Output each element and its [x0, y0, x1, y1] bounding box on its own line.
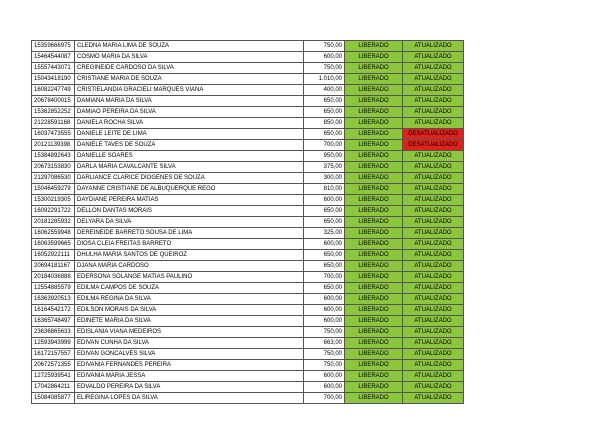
id-cell[interactable]: 16037473555 — [32, 129, 75, 140]
name-cell[interactable]: DHULHA MARIA SANTOS DE QUEIROZ — [75, 250, 304, 261]
name-cell[interactable]: EDILMA REGINA DA SILVA — [75, 294, 304, 305]
status-cell[interactable]: LIBERADO — [345, 382, 403, 393]
value-cell[interactable]: 750,00 — [304, 63, 345, 74]
value-cell[interactable]: 375,00 — [304, 162, 345, 173]
status-cell[interactable]: LIBERADO — [345, 140, 403, 151]
name-cell[interactable]: EDINETE MARIA DA SILVA — [75, 316, 304, 327]
id-cell[interactable]: 12554885579 — [32, 283, 75, 294]
id-cell[interactable]: 21228591168 — [32, 118, 75, 129]
value-cell[interactable]: 650,00 — [304, 283, 345, 294]
name-cell[interactable]: CREGINEIDE CARDOSO DA SILVA — [75, 63, 304, 74]
name-cell[interactable]: EDILSON MORAIS DA SILVA — [75, 305, 304, 316]
name-cell[interactable]: DELLON DANTAS MORAIS — [75, 206, 304, 217]
update-status-cell[interactable]: ATUALIZADO — [403, 184, 464, 195]
name-cell[interactable]: EDIVAN GONCALVES SILVA — [75, 349, 304, 360]
status-cell[interactable]: LIBERADO — [345, 294, 403, 305]
value-cell[interactable]: 325,00 — [304, 228, 345, 239]
id-cell[interactable]: 23636865633 — [32, 327, 75, 338]
id-cell[interactable]: 20673153830 — [32, 162, 75, 173]
update-status-cell[interactable]: ATUALIZADO — [403, 74, 464, 85]
id-cell[interactable]: 20678400015 — [32, 96, 75, 107]
value-cell[interactable]: 650,00 — [304, 96, 345, 107]
name-cell[interactable]: DARLA MARIA CAVALCANTE SILVA — [75, 162, 304, 173]
status-cell[interactable]: LIBERADO — [345, 272, 403, 283]
name-cell[interactable]: DANIELLE SOARES — [75, 151, 304, 162]
id-cell[interactable]: 15557443071 — [32, 63, 75, 74]
table-row — [32, 250, 464, 261]
update-status-cell[interactable]: ATUALIZADO — [403, 393, 464, 404]
name-cell[interactable]: DJANA MARIA CARDOSO — [75, 261, 304, 272]
value-cell[interactable]: 700,00 — [304, 140, 345, 151]
status-cell[interactable]: LIBERADO — [345, 41, 403, 52]
table-row — [32, 140, 464, 151]
id-cell[interactable]: 20184036888 — [32, 272, 75, 283]
name-cell[interactable]: EDVALDO PEREIRA DA SILVA — [75, 382, 304, 393]
value-cell[interactable]: 600,00 — [304, 52, 345, 63]
table-row — [32, 96, 464, 107]
update-status-cell[interactable]: ATUALIZADO — [403, 349, 464, 360]
id-cell[interactable]: 16365748497 — [32, 316, 75, 327]
value-cell[interactable]: 600,00 — [304, 382, 345, 393]
update-status-cell[interactable]: ATUALIZADO — [403, 217, 464, 228]
status-cell[interactable]: LIBERADO — [345, 107, 403, 118]
value-cell[interactable]: 810,00 — [304, 184, 345, 195]
value-cell[interactable]: 600,00 — [304, 305, 345, 316]
update-status-cell[interactable]: ATUALIZADO — [403, 360, 464, 371]
table-row — [32, 63, 464, 74]
update-status-cell[interactable]: ATUALIZADO — [403, 294, 464, 305]
table-row — [32, 195, 464, 206]
update-status-cell[interactable]: ATUALIZADO — [403, 338, 464, 349]
status-cell[interactable]: LIBERADO — [345, 63, 403, 74]
name-cell[interactable]: ELIREGINA LOPES DA SILVA — [75, 393, 304, 404]
status-cell[interactable]: LIBERADO — [345, 250, 403, 261]
id-cell[interactable]: 15043418190 — [32, 74, 75, 85]
update-status-cell[interactable]: ATUALIZADO — [403, 228, 464, 239]
status-cell[interactable]: LIBERADO — [345, 206, 403, 217]
id-cell[interactable]: 16092291722 — [32, 206, 75, 217]
name-cell[interactable]: EDIVAN CUNHA DA SILVA — [75, 338, 304, 349]
status-cell[interactable]: LIBERADO — [345, 371, 403, 382]
status-cell[interactable]: LIBERADO — [345, 393, 403, 404]
id-cell[interactable]: 20672571355 — [32, 360, 75, 371]
update-status-cell[interactable]: ATUALIZADO — [403, 63, 464, 74]
update-status-cell[interactable]: DESATUALIZADO — [403, 140, 464, 151]
table-row — [32, 217, 464, 228]
id-cell[interactable]: 20121139398 — [32, 140, 75, 151]
name-cell[interactable]: EDILMA CAMPOS DE SOUZA — [75, 283, 304, 294]
table-row — [32, 327, 464, 338]
id-cell[interactable]: 15359666975 — [32, 41, 75, 52]
update-status-cell[interactable]: ATUALIZADO — [403, 305, 464, 316]
value-cell[interactable]: 663,00 — [304, 338, 345, 349]
status-cell[interactable]: LIBERADO — [345, 349, 403, 360]
table-row — [32, 85, 464, 96]
table-row — [32, 272, 464, 283]
update-status-cell[interactable]: ATUALIZADO — [403, 371, 464, 382]
value-cell[interactable]: 650,00 — [304, 129, 345, 140]
table-row — [32, 129, 464, 140]
status-cell[interactable]: LIBERADO — [345, 52, 403, 63]
id-cell[interactable]: 20694181167 — [32, 261, 75, 272]
id-cell[interactable]: 17042864211 — [32, 382, 75, 393]
value-cell[interactable]: 600,00 — [304, 294, 345, 305]
status-cell[interactable]: LIBERADO — [345, 118, 403, 129]
update-status-cell[interactable]: ATUALIZADO — [403, 250, 464, 261]
name-cell[interactable]: DEREINEIDE BARRETO SOUSA DE LIMA — [75, 228, 304, 239]
id-cell[interactable]: 15046459279 — [32, 184, 75, 195]
update-status-cell[interactable]: ATUALIZADO — [403, 118, 464, 129]
name-cell[interactable]: DANIELE LEITE DE LIMA — [75, 129, 304, 140]
table-row — [32, 74, 464, 85]
value-cell[interactable]: 650,00 — [304, 217, 345, 228]
name-cell[interactable]: CRISTIELANDIA GRACIELI MARQUES VIANA — [75, 85, 304, 96]
name-cell[interactable]: DARLIANCE CLARICE DIOGENES DE SOUZA — [75, 173, 304, 184]
id-cell[interactable]: 12593943999 — [32, 338, 75, 349]
value-cell[interactable]: 850,00 — [304, 118, 345, 129]
status-cell[interactable]: LIBERADO — [345, 151, 403, 162]
value-cell[interactable]: 400,00 — [304, 85, 345, 96]
value-cell[interactable]: 700,00 — [304, 272, 345, 283]
update-status-cell[interactable]: ATUALIZADO — [403, 272, 464, 283]
table-body — [32, 41, 464, 404]
name-cell[interactable]: EDIVANIA MARIA JESSA — [75, 371, 304, 382]
status-cell[interactable]: LIBERADO — [345, 173, 403, 184]
name-cell[interactable]: COSMO MARIA DA SILVA — [75, 52, 304, 63]
value-cell[interactable]: 750,00 — [304, 327, 345, 338]
value-cell[interactable]: 950,00 — [304, 151, 345, 162]
name-cell[interactable]: EDIVANIA FERNANDES PEREIRA — [75, 360, 304, 371]
name-cell[interactable]: EDERSONA SOLANGE MATIAS PAULINO — [75, 272, 304, 283]
status-cell[interactable]: LIBERADO — [345, 96, 403, 107]
name-cell[interactable]: CRISTIANE MARIA DE SOUZA — [75, 74, 304, 85]
table-row — [32, 162, 464, 173]
status-cell[interactable]: LIBERADO — [345, 85, 403, 96]
table-row — [32, 52, 464, 63]
table-row — [32, 338, 464, 349]
status-cell[interactable]: LIBERADO — [345, 316, 403, 327]
value-cell[interactable]: 1.010,00 — [304, 74, 345, 85]
value-cell[interactable]: 750,00 — [304, 41, 345, 52]
update-status-cell[interactable]: ATUALIZADO — [403, 173, 464, 184]
table-row — [32, 294, 464, 305]
table-row — [32, 360, 464, 371]
update-status-cell[interactable]: ATUALIZADO — [403, 206, 464, 217]
table-row — [32, 349, 464, 360]
status-cell[interactable]: LIBERADO — [345, 162, 403, 173]
table-row — [32, 371, 464, 382]
status-cell[interactable]: LIBERADO — [345, 217, 403, 228]
update-status-cell[interactable]: ATUALIZADO — [403, 151, 464, 162]
id-cell[interactable]: 15464544087 — [32, 52, 75, 63]
value-cell[interactable]: 650,00 — [304, 261, 345, 272]
update-status-cell[interactable]: ATUALIZADO — [403, 41, 464, 52]
status-cell[interactable]: LIBERADO — [345, 261, 403, 272]
name-cell[interactable]: DELYARA DA SILVA — [75, 217, 304, 228]
status-cell[interactable]: LIBERADO — [345, 129, 403, 140]
value-cell[interactable]: 750,00 — [304, 349, 345, 360]
id-cell[interactable]: 16062559948 — [32, 228, 75, 239]
value-cell[interactable]: 600,00 — [304, 239, 345, 250]
table-row — [32, 173, 464, 184]
id-cell[interactable]: 15300219305 — [32, 195, 75, 206]
table-row — [32, 316, 464, 327]
name-cell[interactable]: DAYDIANE PEREIRA MATIAS — [75, 195, 304, 206]
value-cell[interactable]: 650,00 — [304, 250, 345, 261]
name-cell[interactable]: DANIELA ROCHA SILVA — [75, 118, 304, 129]
id-cell[interactable]: 16363920513 — [32, 294, 75, 305]
name-cell[interactable]: DAMIANA MARIA DA SILVA — [75, 96, 304, 107]
update-status-cell[interactable]: ATUALIZADO — [403, 107, 464, 118]
table-row — [32, 283, 464, 294]
id-cell[interactable]: 12725939541 — [32, 371, 75, 382]
update-status-cell[interactable]: ATUALIZADO — [403, 261, 464, 272]
value-cell[interactable]: 600,00 — [304, 371, 345, 382]
id-cell[interactable]: 15384892643 — [32, 151, 75, 162]
status-cell[interactable]: LIBERADO — [345, 228, 403, 239]
id-cell[interactable]: 16052922111 — [32, 250, 75, 261]
table-row — [32, 261, 464, 272]
value-cell[interactable]: 700,00 — [304, 393, 345, 404]
update-status-cell[interactable]: ATUALIZADO — [403, 52, 464, 63]
table-row — [32, 184, 464, 195]
name-cell[interactable]: DAMIAO PEREIRA DA SILVA — [75, 107, 304, 118]
update-status-cell[interactable]: ATUALIZADO — [403, 162, 464, 173]
table-row — [32, 41, 464, 52]
table-row — [32, 151, 464, 162]
status-cell[interactable]: LIBERADO — [345, 239, 403, 250]
value-cell[interactable]: 600,00 — [304, 316, 345, 327]
table-row — [32, 393, 464, 404]
value-cell[interactable]: 300,00 — [304, 173, 345, 184]
name-cell[interactable]: EDISLANIA VIANA MEDEIROS — [75, 327, 304, 338]
update-status-cell[interactable]: ATUALIZADO — [403, 327, 464, 338]
update-status-cell[interactable]: ATUALIZADO — [403, 316, 464, 327]
status-cell[interactable]: LIBERADO — [345, 74, 403, 85]
id-cell[interactable]: 20181285932 — [32, 217, 75, 228]
update-status-cell[interactable]: ATUALIZADO — [403, 382, 464, 393]
name-cell[interactable]: DIOSA CLEIA FREITAS BARRETO — [75, 239, 304, 250]
id-cell[interactable]: 16082247749 — [32, 85, 75, 96]
status-cell[interactable]: LIBERADO — [345, 283, 403, 294]
value-cell[interactable]: 750,00 — [304, 360, 345, 371]
table-row — [32, 118, 464, 129]
status-cell[interactable]: LIBERADO — [345, 195, 403, 206]
id-cell[interactable]: 21297086530 — [32, 173, 75, 184]
table-row — [32, 107, 464, 118]
status-cell[interactable]: LIBERADO — [345, 360, 403, 371]
update-status-cell[interactable]: ATUALIZADO — [403, 195, 464, 206]
update-status-cell[interactable]: ATUALIZADO — [403, 96, 464, 107]
id-cell[interactable]: 16172157557 — [32, 349, 75, 360]
table-row — [32, 228, 464, 239]
value-cell[interactable]: 650,00 — [304, 206, 345, 217]
status-cell[interactable]: LIBERADO — [345, 338, 403, 349]
update-status-cell[interactable]: ATUALIZADO — [403, 85, 464, 96]
name-cell[interactable]: DANIELE TAVES DE SOUZA — [75, 140, 304, 151]
update-status-cell[interactable]: ATUALIZADO — [403, 239, 464, 250]
status-cell[interactable]: LIBERADO — [345, 327, 403, 338]
table-row — [32, 382, 464, 393]
value-cell[interactable]: 650,00 — [304, 107, 345, 118]
id-cell[interactable]: 15362852252 — [32, 107, 75, 118]
status-cell[interactable]: LIBERADO — [345, 184, 403, 195]
table-row — [32, 239, 464, 250]
table-row — [32, 206, 464, 217]
table-row — [32, 305, 464, 316]
status-cell[interactable]: LIBERADO — [345, 305, 403, 316]
id-cell[interactable]: 16164542172 — [32, 305, 75, 316]
update-status-cell[interactable]: DESATUALIZADO — [403, 129, 464, 140]
value-cell[interactable]: 600,00 — [304, 195, 345, 206]
id-cell[interactable]: 15084085877 — [32, 393, 75, 404]
name-cell[interactable]: CLEDNA MARIA LIMA DE SOUZA — [75, 41, 304, 52]
update-status-cell[interactable]: ATUALIZADO — [403, 283, 464, 294]
name-cell[interactable]: DAYANNE CRISTIANE DE ALBUQUERQUE REGO — [75, 184, 304, 195]
id-cell[interactable]: 16063599665 — [32, 239, 75, 250]
spreadsheet-table — [31, 40, 464, 404]
